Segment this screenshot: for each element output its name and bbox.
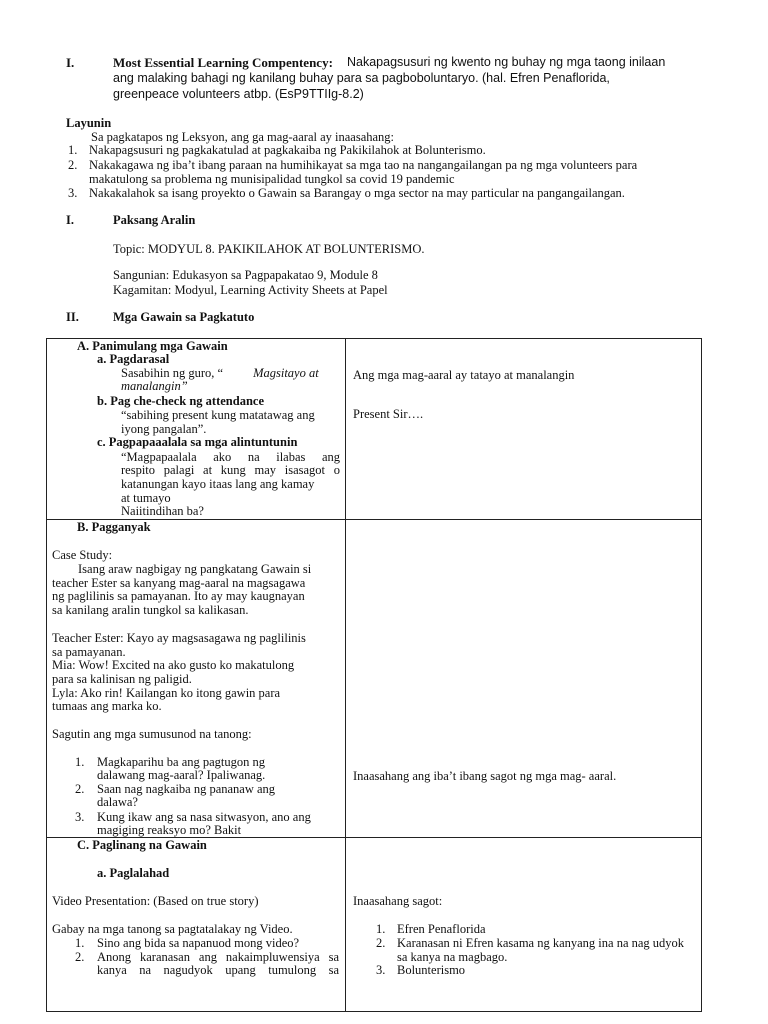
activity-text: at tumayo [121, 491, 171, 505]
expected-answer: Efren Penaflorida [397, 922, 486, 936]
subject-title: Paksang Aralin [113, 213, 196, 227]
section-number: II. [66, 310, 79, 324]
student-response: Inaasahang ang iba’t ibang sagot ng mga mag- aaral. [353, 769, 617, 783]
question-text: Saan nag nagkaiba ng pananaw ang [97, 782, 276, 796]
dialogue-line: tumaas ang marka ko. [52, 699, 162, 713]
answer-number: 3. [376, 963, 386, 977]
case-study-text: Isang araw nagbigay ng pangkatang Gawain si [78, 562, 312, 576]
question-text: magiging reaksyo mo? Bakit [97, 823, 242, 837]
competency-text: ang malaking bahagi ng kanilang buhay para sa pagboboluntaryo. (hal. Efren Penaflorida, [113, 71, 610, 85]
column-divider [345, 339, 346, 1011]
topic-text: Topic: MODYUL 8. PAKIKILAHOK AT BOLUNTERISMO. [113, 242, 425, 256]
activity-label: b. Pag che-check ng attendance [97, 394, 264, 408]
guide-questions-intro: Gabay na mga tanong sa pagtatalakay ng Video. [52, 922, 293, 936]
activity-text [121, 366, 319, 380]
question-text: dalawang mag-aaral? Ipaliwanag. [97, 768, 266, 782]
objective-number: 1. [68, 143, 78, 157]
dialogue-line: para sa kalinisan ng paligid. [52, 672, 192, 686]
expected-answer: Karanasan ni Efren kasama ng kanyang ina na nag udyok [397, 936, 685, 950]
answer-number: 2. [376, 936, 386, 950]
question-text [97, 950, 339, 964]
objective-item: Nakapagsusuri ng pagkakatulad at pagkakaiba ng Pakikilahok at Bolunterismo. [89, 143, 486, 157]
activity-text [121, 379, 188, 393]
activity-text-italic: manalangin” [121, 379, 188, 393]
activity-text-italic: Magsitayo at [253, 366, 319, 380]
objectives-intro: Sa pagkatapos ng Leksyon, ang ga mag-aaral ay inaasahang: [91, 130, 395, 144]
dialogue-line: Lyla: Ako rin! Kailangan ko itong gawin para [52, 686, 281, 700]
question-text [97, 963, 339, 977]
question-number: 1. [75, 755, 85, 769]
questions-intro: Sagutin ang mga sumusunod na tanong: [52, 727, 252, 741]
case-study-text: ng paglilinis sa pamayanan. Ito ay may kaugnayan [52, 589, 305, 603]
case-study-label: Case Study: [52, 548, 113, 562]
competency-label: Most Essential Learning Compentency: [113, 55, 333, 70]
case-study-text: sa kanilang aralin tungkol sa kalikasan. [52, 603, 249, 617]
question-number: 2. [75, 782, 85, 796]
activity-label: a. Pagdarasal [97, 352, 170, 366]
answer-number: 1. [376, 922, 386, 936]
activity-text: katanungan kayo itaas lang ang kamay [121, 477, 315, 491]
question-number: 1. [75, 936, 85, 950]
expected-answer: sa kanya na magbago. [397, 950, 508, 964]
question-text-line: kanya na nagudyok upang tumulong sa [97, 963, 339, 977]
objective-item: makatulong sa problema ng munisipalidad tungkol sa covid 19 pandemic [89, 172, 455, 186]
activity-text: “sabihing present kung matatawag ang [121, 408, 315, 422]
competency-text: greenpeace volunteers atbp. (EsP9TTIIg-8.2) [113, 87, 364, 101]
question-text: dalawa? [97, 795, 138, 809]
objective-number: 2. [68, 158, 78, 172]
section-number: I. [66, 55, 75, 70]
section-number: I. [66, 213, 74, 227]
question-text: Magkaparihu ba ang pagtugon ng [97, 755, 266, 769]
row-heading: C. Paglinang na Gawain [77, 838, 207, 852]
activity-text: Naiitindihan ba? [121, 504, 204, 518]
question-text-line: Anong karanasan ang nakaimpluwensiya sa [97, 950, 339, 964]
activity-label: c. Pagpapaaalala sa mga alintuntunin [97, 435, 298, 449]
question-number: 3. [75, 810, 85, 824]
student-response: Ang mga mag-aaral ay tatayo at manalangin [353, 368, 575, 382]
activity-text-line: “Magpapaalala ako na ilabas ang [121, 450, 340, 464]
activity-text [121, 463, 340, 477]
objective-number: 3. [68, 186, 78, 200]
lesson-table [46, 338, 702, 1012]
references-text: Sangunian: Edukasyon sa Pagpapakatao 9, Module 8 [113, 268, 378, 282]
student-response: Present Sir…. [353, 407, 424, 421]
case-study-text: teacher Ester sa kanyang mag-aaral na magsagawa [52, 576, 306, 590]
dialogue-line: Mia: Wow! Excited na ako gusto ko makatulong [52, 658, 295, 672]
expected-answers-label: Inaasahang sagot: [353, 894, 443, 908]
objective-item: Nakakalahok sa isang proyekto o Gawain sa Barangay o mga sector na may particular na pangangailangan. [89, 186, 625, 200]
activity-text-part: Sasabihin ng guro, “ [121, 366, 224, 380]
row-heading: A. Panimulang mga Gawain [77, 339, 228, 353]
row-heading: B. Pagganyak [77, 520, 151, 534]
activity-text [121, 450, 340, 464]
question-text: Kung ikaw ang sa nasa sitwasyon, ano ang [97, 810, 311, 824]
activity-text: iyong pangalan”. [121, 422, 207, 436]
activity-label: a. Paglalahad [97, 866, 170, 880]
materials-text: Kagamitan: Modyul, Learning Activity Sheets at Papel [113, 283, 388, 297]
expected-answer: Bolunterismo [397, 963, 466, 977]
activity-text-line: respito palagi at kung may isasagot o [121, 463, 340, 477]
dialogue-line: sa pamayanan. [52, 645, 126, 659]
question-number: 2. [75, 950, 85, 964]
activities-title: Mga Gawain sa Pagkatuto [113, 310, 255, 324]
objective-item: Nakakagawa ng iba’t ibang paraan na humihikayat sa mga tao na nangangailangan pa ng mga volunteers para [89, 158, 638, 172]
competency-text: Nakapagsusuri ng kwento ng buhay ng mga taong inilaan [347, 55, 666, 69]
question-text: Sino ang bida sa napanuod mong video? [97, 936, 300, 950]
objectives-title: Layunin [66, 116, 112, 130]
video-label: Video Presentation: (Based on true story) [52, 894, 259, 908]
dialogue-line: Teacher Ester: Kayo ay magsasagawa ng paglilinis [52, 631, 306, 645]
